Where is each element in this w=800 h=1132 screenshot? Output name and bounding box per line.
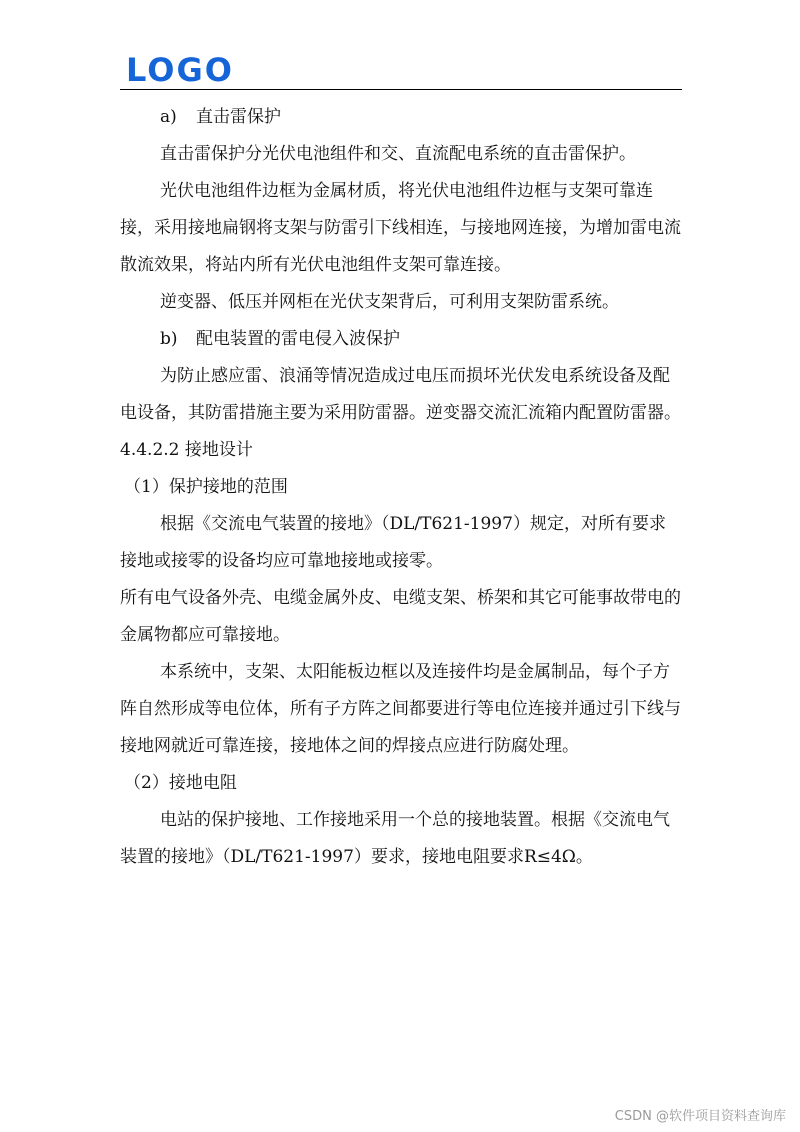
watermark: CSDN @软件项目资料查询库 bbox=[614, 1109, 786, 1124]
list-marker: a) bbox=[160, 107, 177, 127]
subsection-a-heading bbox=[120, 99, 682, 136]
subsection-b-heading bbox=[120, 321, 682, 358]
heading-text: 直击雷保护 bbox=[196, 107, 281, 127]
paragraph: 根据《交流电气装置的接地》（DL/T621-1997）规定，对所有要求接地或接零的设备均应可靠地接地或接零。 bbox=[120, 514, 666, 571]
section-heading: 4.4.2.2 接地设计 bbox=[120, 440, 253, 460]
paragraph: 电站的保护接地、工作接地采用一个总的接地装置。根据《交流电气装置的接地》（DL/T621-1997）要求，接地电阻要求R≤4Ω。 bbox=[120, 810, 670, 867]
document-body bbox=[120, 99, 682, 876]
numbered-heading: （1）保护接地的范围 bbox=[124, 477, 288, 497]
numbered-heading: （2）接地电阻 bbox=[124, 773, 237, 793]
paragraph: 逆变器、低压并网柜在光伏支架背后，可利用支架防雷系统。 bbox=[160, 292, 619, 312]
paragraph: 光伏电池组件边框为金属材质，将光伏电池组件边框与支架可靠连接，采用接地扁钢将支架与防雷引下线相连，与接地网连接，为增加雷电流散流效果，将站内所有光伏电池组件支架可靠连接。 bbox=[120, 181, 681, 275]
paragraph: 所有电气设备外壳、电缆金属外皮、电缆支架、桥架和其它可能事故带电的金属物都应可靠接地。 bbox=[120, 588, 681, 645]
paragraph: 本系统中，支架、太阳能板边框以及连接件均是金属制品，每个子方阵自然形成等电位体，所有子方阵之间都要进行等电位连接并通过引下线与接地网就近可靠连接，接地体之间的焊接点应进行防腐处理。 bbox=[120, 662, 681, 756]
logo: LOGO bbox=[126, 51, 234, 89]
heading-text: 配电装置的雷电侵入波保护 bbox=[196, 329, 400, 349]
paragraph: 为防止感应雷、浪涌等情况造成过电压而损坏光伏发电系统设备及配电设备，其防雷措施主要为采用防雷器。逆变器交流汇流箱内配置防雷器。 bbox=[120, 366, 681, 423]
list-marker: b) bbox=[160, 329, 178, 349]
header-divider bbox=[120, 89, 682, 90]
paragraph: 直击雷保护分光伏电池组件和交、直流配电系统的直击雷保护。 bbox=[160, 144, 636, 164]
